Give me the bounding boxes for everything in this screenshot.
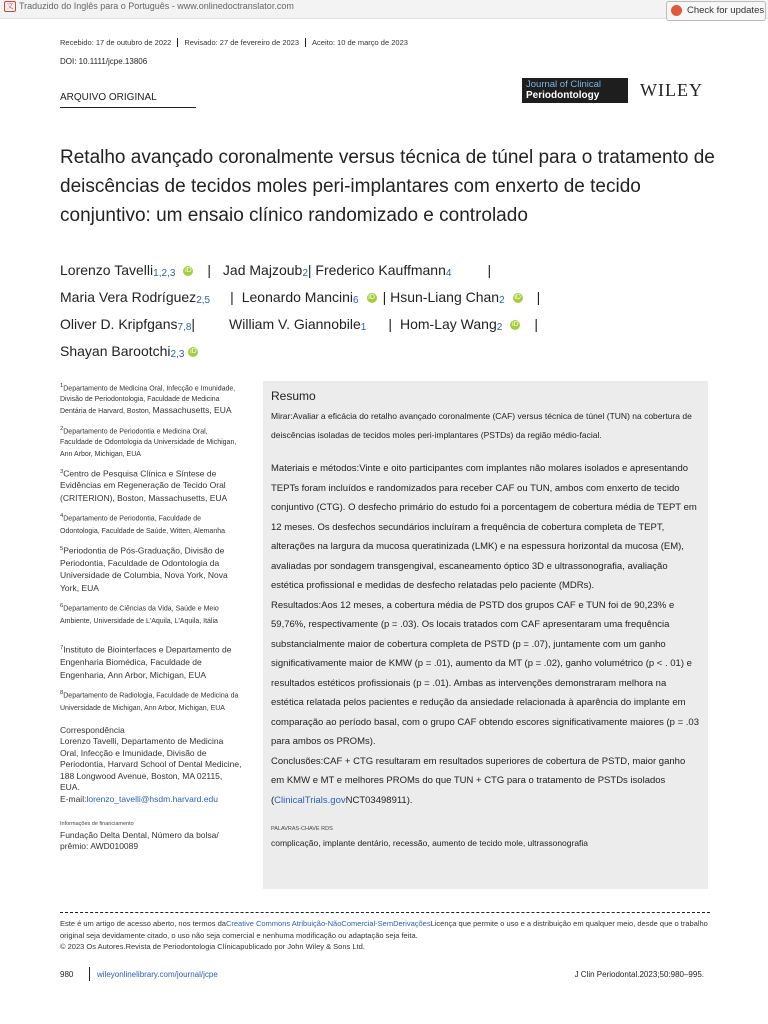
update-badge-icon <box>671 5 682 16</box>
affiliation: $^8$Departamento de Radiologia, Faculdade de Medicina da Universidade de Michigan, Ann Arbor, Michigan, EUA <box>60 690 239 713</box>
license-notice: Este é um artigo de acesso aberto, nos termos daCreative Commons Atribuição-NãoComercial-SemDerivaçõesLicença que permite o uso e a distribuição em qualquer meio, desde que o trabalho original seja devidamente citado, o uso não seja comercial e nenhuma modificação ou adaptação seja feita. © 2023 Os Autores.Revista de Periodontologia Clínicapublicado por John Wiley & Sons Ltd. <box>60 919 708 951</box>
author-name[interactable]: Hom-Lay Wang <box>400 316 497 332</box>
author-affil[interactable]: 7,8 <box>177 322 192 333</box>
publisher-logo[interactable]: WILEY <box>640 80 703 100</box>
abstract-box <box>263 381 708 889</box>
journal-logo[interactable]: Journal of Clinical Periodontology <box>522 78 628 103</box>
orcid-icon[interactable]: iD <box>514 294 521 302</box>
author-affil[interactable]: 4 <box>445 268 452 279</box>
clinicaltrials-link[interactable]: ClinicalTrials.gov <box>274 794 346 806</box>
author-name[interactable]: Lorenzo Tavelli <box>60 262 154 278</box>
author-name[interactable]: Maria Vera Rodríguez <box>60 289 197 305</box>
divider <box>60 912 710 913</box>
author-affil[interactable]: 1 <box>360 322 367 333</box>
article-dates <box>60 38 420 47</box>
author-affil[interactable]: 6 <box>353 295 359 306</box>
author-affil[interactable]: 2,5 <box>196 295 211 306</box>
translator-bar <box>0 0 768 19</box>
author-name[interactable]: Oliver D. Kripfgans <box>60 316 178 332</box>
author-affil[interactable]: 2 <box>499 295 505 306</box>
article-title: Retalho avançado coronalmente versus técnica de túnel para o tratamento de deiscências de tecidos moles peri-implantares com enxerto de tecido conjuntivo: um ensaio clínico randomizado e controlado <box>60 147 715 226</box>
doi[interactable]: DOI: 10.1111/jcpe.13806 <box>60 57 148 66</box>
copyright: © 2023 Os Autores.Revista de Periodontologia Clínicapublicado por John Wiley & Sons Ltd. <box>60 942 365 951</box>
correspondence: Correspondência Lorenzo Tavelli, Departamento de Medicina Oral, Infecção e Imunidade, Divisão de Periodontia, Harvard School of Dental Medicine, 188 Longwood Avenue, Boston, MA 02115, EUA. E-mail:lorenzo_tavelli@hsdm.harvard.edu <box>60 724 242 804</box>
affiliation: $^7$Instituto de Biointerfaces e Departamento de Engenharia Biomédica, Faculdade de Engenharia, Ann Arbor, Michigan, EUA <box>60 644 232 680</box>
orcid-icon[interactable]: iD <box>190 348 197 356</box>
orcid-icon[interactable]: iD <box>368 294 375 302</box>
author-affil[interactable]: 1,2,3 <box>153 268 176 279</box>
received-date: Recebido: 17 de outubro de 2022 <box>60 38 178 47</box>
affiliation: $^2$Departamento de Periodontia e Medicina Oral, Faculdade de Odontologia da Universidade de Michigan, Ann Arbor, Michigan, EUA <box>60 425 237 459</box>
journal-url-link[interactable]: wileyonlinelibrary.com/journal/jcpe <box>97 970 218 979</box>
accepted-date: Aceito: 10 de março de 2023 <box>312 38 408 47</box>
keywords-label: PALAVRAS-CHAVE RDS <box>271 826 333 832</box>
abstract-methods: Materiais e métodos:Vinte e oito participantes com implantes não molares isolados e apresentando TEPTs foram incluídos e randomizados para receber CAF ou TUN, ambos com enxerto de tecido conjuntivo (CTG). O desfecho primário do estudo foi a porcentagem de cobertura média de TEPT em 12 meses. Os desfechos secundários incluíram a frequência de cobertura completa de TEPT, alterações na largura da mucosa queratinizada (LMK) e na espessura horizontal da mucosa (EM), avaliadas por sondagem transgengival, escaneamento óptico 3D e ultrassonografia, avaliação estética profissional e medidas de desfecho relatadas pelo paciente (MDRs). <box>271 463 697 591</box>
citation: J Clin Periodontal.2023;50:980–995. <box>574 970 704 979</box>
author-line: Lorenzo Tavelli$^{1,2,3}$ iD | Jad Majzoub$^2$| Frederico Kauffmann$^4$ | <box>60 262 492 279</box>
author-name[interactable]: Jad Majzoub <box>222 262 303 278</box>
abstract-conclusions: Conclusões:CAF + CTG resultaram em resultados superiores de cobertura de PSTD, maior ganho em KMW e MT e melhores PROMs do que TUN + CTG para o tratamento de PSTDs isolados (ClinicalTrials.govNCT03498911). <box>271 755 686 806</box>
orcid-icon[interactable]: iD <box>185 267 192 275</box>
author-line: Maria Vera Rodríguez$^{2,5}$ | Leonardo Mancini$^6$ iD | Hsun-Liang Chan$^2$ iD | <box>60 289 541 306</box>
translator-notice[interactable]: 文 Traduzido do Inglês para o Português - www.onlinedoctranslator.com <box>4 1 294 12</box>
email-link[interactable]: lorenzo_tavelli@hsdm.harvard.edu <box>86 793 218 804</box>
affiliation: $^6$Departamento de Ciências da Vida, Saúde e Meio Ambiente, Universidade de L'Aquila, L'Aquila, Itália <box>60 603 219 625</box>
abstract-aim: Mirar:Avaliar a eficácia do retalho avançado coronalmente (CAF) versus técnica de túnel (TUN) na cobertura de deiscências isoladas de tecidos moles peri-implantares (PSTDs) da região médio-facial. <box>271 411 692 440</box>
author-name[interactable]: Shayan Barootchi <box>60 343 171 359</box>
funding-info: Fundação Delta Dental, Número da bolsa/ prêmio: AWD010089 <box>60 829 219 852</box>
author-name[interactable]: Hsun-Liang Chan <box>390 289 500 305</box>
affiliation: $^3$Centro de Pesquisa Clínica e Síntese de Evidências em Regeneração de Tecido Oral (CRITERION), Boston, Massachusetts, EUA <box>60 467 228 503</box>
author-line: Oliver D. Kripfgans$^{7,8}$| William V. Giannobile$^1$ | Hom-Lay Wang$^2$ iD | <box>60 316 538 333</box>
author-affil[interactable]: 2 <box>302 268 308 279</box>
correspondence-label: Correspondência <box>60 724 125 735</box>
correspondence-address: Lorenzo Tavelli, Departamento de Medicina Oral, Infecção e Imunidade, Divisão de Periodontia, Harvard School of Dental Medicine, 188 Longwood Avenue, Boston, MA 02115, EUA. <box>60 736 242 793</box>
translate-icon: 文 <box>4 1 16 12</box>
author-affil[interactable]: 2,3 <box>170 349 185 360</box>
author-affil[interactable]: 2 <box>496 322 503 333</box>
funding-label: Informações de financiamento <box>60 821 134 828</box>
affiliation: $^4$Departamento de Periodontia, Faculdade de Odontologia, Faculdade de Saúde, Witten, Alemanha <box>60 513 225 536</box>
check-for-updates-button[interactable]: Check for updates <box>666 1 766 21</box>
author-line <box>60 339 720 366</box>
affiliation: $^1$Departamento de Medicina Oral, Infecção e Imunidade, Divisão de Periodontologia, Faculdade de Medicina Dentária de Harvard, Boston, Massachusetts, EUA <box>60 383 236 416</box>
abstract-results: Resultados:Aos 12 meses, a cobertura média de PSTD dos grupos CAF e TUN foi de 90,23% e 59,76%, respectivamente (p = .03). Os locais tratados com CAF apresentaram uma frequência substancialmente maior de cobertura completa de PSTD (p = .07), juntamente com um ganho significativamente maior de KMW (p = .01), aumento da MT (p = .02), ganho volumétrico (p < . 01) e resultados estéticos profissionais (p = .01). Ambas as intervenções demonstraram melhora na estética relatada pelos pacientes e redução da ansiedade relacionada à aparência do implante em comparação ao período basal, com o grupo CAF obtendo escores significativamente maiores (p = .03 para ambos os PROMs). <box>271 599 699 747</box>
footer-divider <box>89 967 90 981</box>
page-number: 980 <box>60 970 74 979</box>
author-name[interactable]: Leonardo Mancini <box>241 289 354 305</box>
article-type: ARQUIVO ORIGINAL <box>60 92 196 108</box>
revised-date: Revisado: 27 de fevereiro de 2023 <box>184 38 306 47</box>
author-name[interactable]: Frederico Kauffmann <box>315 262 446 278</box>
orcid-icon[interactable]: iD <box>512 321 519 329</box>
license-link[interactable]: Creative Commons Atribuição-NãoComercial-SemDerivações <box>225 919 431 928</box>
affiliations <box>60 381 242 853</box>
author-list <box>60 258 720 366</box>
keywords: complicação, implante dentário, recessão, aumento de tecido mole, ultrassonografia <box>271 838 589 848</box>
abstract-heading: Resumo <box>271 389 316 403</box>
author-name[interactable]: William V. Giannobile <box>229 316 361 332</box>
affiliation: $^5$Periodontia de Pós-Graduação, Divisão de Periodontia, Faculdade de Odontologia da Universidade de Columbia, Nova York, Nova York, EUA <box>60 545 228 593</box>
